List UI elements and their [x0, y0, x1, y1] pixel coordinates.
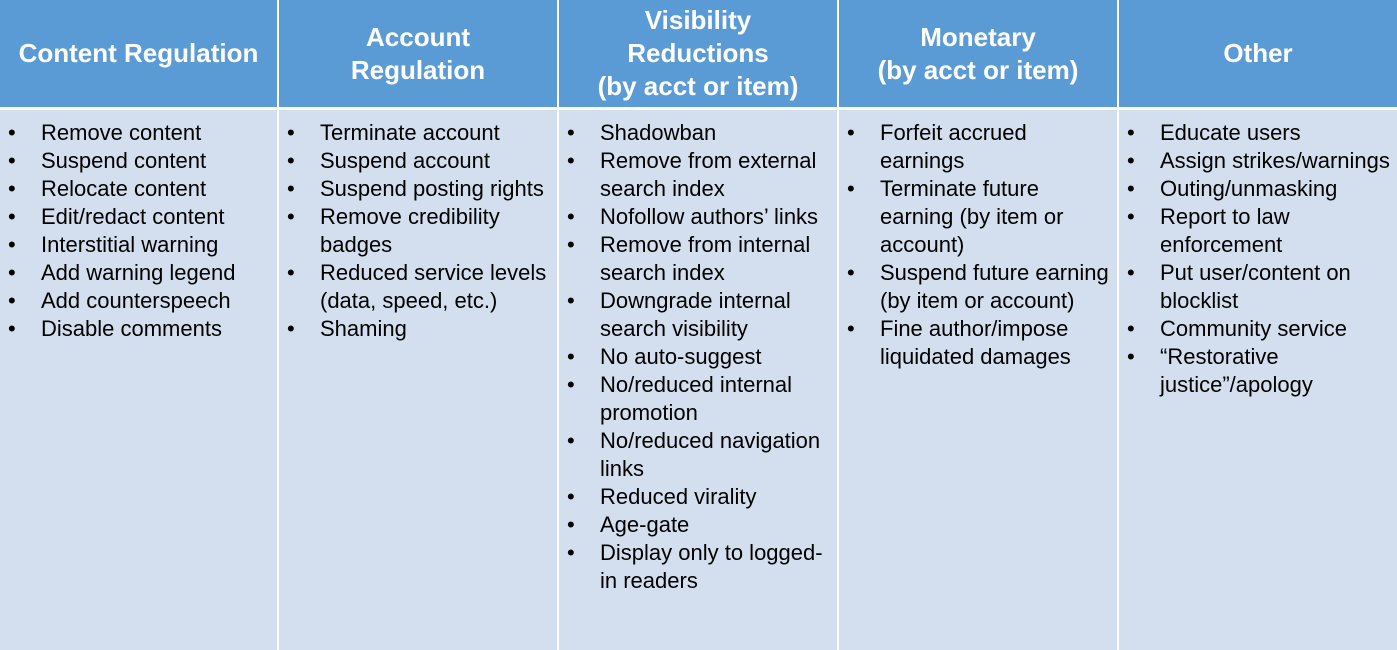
list-item [1119, 203, 1397, 259]
bullet-icon: • [1127, 204, 1135, 229]
list-item-text: Outing/unmasking [1160, 176, 1338, 201]
list-item [559, 231, 837, 287]
item-list [279, 119, 557, 343]
list-item [559, 343, 837, 371]
list-item-text: Reduced service levels (data, speed, etc.) [320, 260, 547, 313]
table-header-row [0, 0, 1397, 107]
list-item [0, 147, 277, 175]
list-item-text: No/reduced internal promotion [600, 372, 793, 425]
bullet-icon: • [287, 316, 295, 341]
table-body-row [0, 107, 1397, 650]
bullet-icon: • [1127, 148, 1135, 173]
list-item [839, 315, 1117, 371]
header-visibility-reductions: Visibility Reductions (by acct or item) [559, 0, 839, 107]
bullet-icon: • [8, 204, 16, 229]
column-other [1119, 107, 1397, 650]
bullet-icon: • [567, 344, 575, 369]
bullet-icon: • [8, 148, 16, 173]
header-content-regulation: Content Regulation [0, 0, 279, 107]
bullet-icon: • [567, 428, 575, 453]
list-item [1119, 343, 1397, 399]
item-list [839, 119, 1117, 371]
item-list [559, 119, 837, 595]
list-item [559, 119, 837, 147]
column-visibility-reductions [559, 107, 839, 650]
list-item [279, 315, 557, 343]
list-item [0, 119, 277, 147]
list-item [279, 259, 557, 315]
list-item-text: Remove from internal search index [600, 232, 811, 285]
list-item [0, 315, 277, 343]
list-item-text: Disable comments [41, 316, 222, 341]
list-item [0, 175, 277, 203]
bullet-icon: • [847, 176, 855, 201]
bullet-icon: • [567, 232, 575, 257]
list-item-text: Terminate account [320, 120, 500, 145]
bullet-icon: • [287, 176, 295, 201]
list-item-text: Reduced virality [600, 484, 757, 509]
list-item-text: Remove from external search index [600, 148, 817, 201]
list-item-text: Suspend future earning (by item or account) [880, 260, 1109, 313]
list-item [559, 371, 837, 427]
list-item-text: Suspend account [320, 148, 491, 173]
list-item [839, 175, 1117, 259]
list-item-text: Put user/content on blocklist [1160, 260, 1351, 313]
list-item [279, 147, 557, 175]
bullet-icon: • [567, 288, 575, 313]
list-item-text: Forfeit accrued earnings [880, 120, 1027, 173]
bullet-icon: • [8, 176, 16, 201]
bullet-icon: • [847, 260, 855, 285]
bullet-icon: • [1127, 120, 1135, 145]
bullet-icon: • [287, 120, 295, 145]
column-monetary [839, 107, 1119, 650]
list-item [1119, 315, 1397, 343]
list-item-text: Suspend posting rights [320, 176, 544, 201]
list-item [1119, 147, 1397, 175]
list-item [1119, 175, 1397, 203]
list-item [559, 483, 837, 511]
column-account-regulation [279, 107, 559, 650]
bullet-icon: • [567, 204, 575, 229]
list-item-text: Remove credibility badges [320, 204, 500, 257]
list-item-text: Remove content [41, 120, 202, 145]
item-list [0, 119, 277, 343]
bullet-icon: • [8, 288, 16, 313]
list-item-text: Educate users [1160, 120, 1301, 145]
list-item-text: Report to law enforcement [1160, 204, 1290, 257]
bullet-icon: • [287, 204, 295, 229]
bullet-icon: • [287, 148, 295, 173]
bullet-icon: • [567, 148, 575, 173]
bullet-icon: • [1127, 316, 1135, 341]
bullet-icon: • [847, 316, 855, 341]
bullet-icon: • [567, 372, 575, 397]
list-item [1119, 259, 1397, 315]
list-item [839, 259, 1117, 315]
list-item-text: Shadowban [600, 120, 717, 145]
list-item-text: Fine author/impose liquidated damages [880, 316, 1071, 369]
list-item-text: No/reduced navigation links [600, 428, 821, 481]
bullet-icon: • [8, 120, 16, 145]
list-item [0, 287, 277, 315]
list-item [559, 147, 837, 203]
list-item-text: Nofollow authors’ links [600, 204, 819, 229]
list-item-text: Add warning legend [41, 260, 236, 285]
list-item-text: Assign strikes/warnings [1160, 148, 1390, 173]
list-item [559, 539, 837, 595]
list-item [279, 119, 557, 147]
list-item-text: No auto-suggest [600, 344, 762, 369]
list-item [559, 427, 837, 483]
list-item-text: Shaming [320, 316, 407, 341]
list-item-text: Terminate future earning (by item or account) [880, 176, 1064, 257]
list-item-text: Suspend content [41, 148, 207, 173]
list-item-text: Interstitial warning [41, 232, 219, 257]
list-item [559, 203, 837, 231]
list-item [0, 203, 277, 231]
header-other: Other [1119, 0, 1397, 107]
bullet-icon: • [8, 316, 16, 341]
bullet-icon: • [847, 120, 855, 145]
header-account-regulation: Account Regulation [279, 0, 559, 107]
list-item-text: Relocate content [41, 176, 207, 201]
bullet-icon: • [567, 512, 575, 537]
bullet-icon: • [567, 120, 575, 145]
bullet-icon: • [8, 260, 16, 285]
list-item-text: Downgrade internal search visibility [600, 288, 791, 341]
column-content-regulation [0, 107, 279, 650]
bullet-icon: • [1127, 176, 1135, 201]
bullet-icon: • [8, 232, 16, 257]
item-list [1119, 119, 1397, 399]
list-item [839, 119, 1117, 175]
list-item-text: Edit/redact content [41, 204, 225, 229]
list-item [559, 511, 837, 539]
list-item [279, 175, 557, 203]
list-item-text: Age-gate [600, 512, 690, 537]
list-item [0, 231, 277, 259]
bullet-icon: • [1127, 260, 1135, 285]
list-item-text: Community service [1160, 316, 1348, 341]
header-monetary: Monetary (by acct or item) [839, 0, 1119, 107]
bullet-icon: • [567, 540, 575, 565]
list-item-text: Add counterspeech [41, 288, 231, 313]
bullet-icon: • [287, 260, 295, 285]
list-item [1119, 119, 1397, 147]
bullet-icon: • [1127, 344, 1135, 369]
list-item [0, 259, 277, 287]
list-item-text: “Restorative justice”/apology [1160, 344, 1313, 397]
list-item [559, 287, 837, 343]
list-item-text: Display only to logged-in readers [600, 540, 823, 593]
list-item [279, 203, 557, 259]
bullet-icon: • [567, 484, 575, 509]
